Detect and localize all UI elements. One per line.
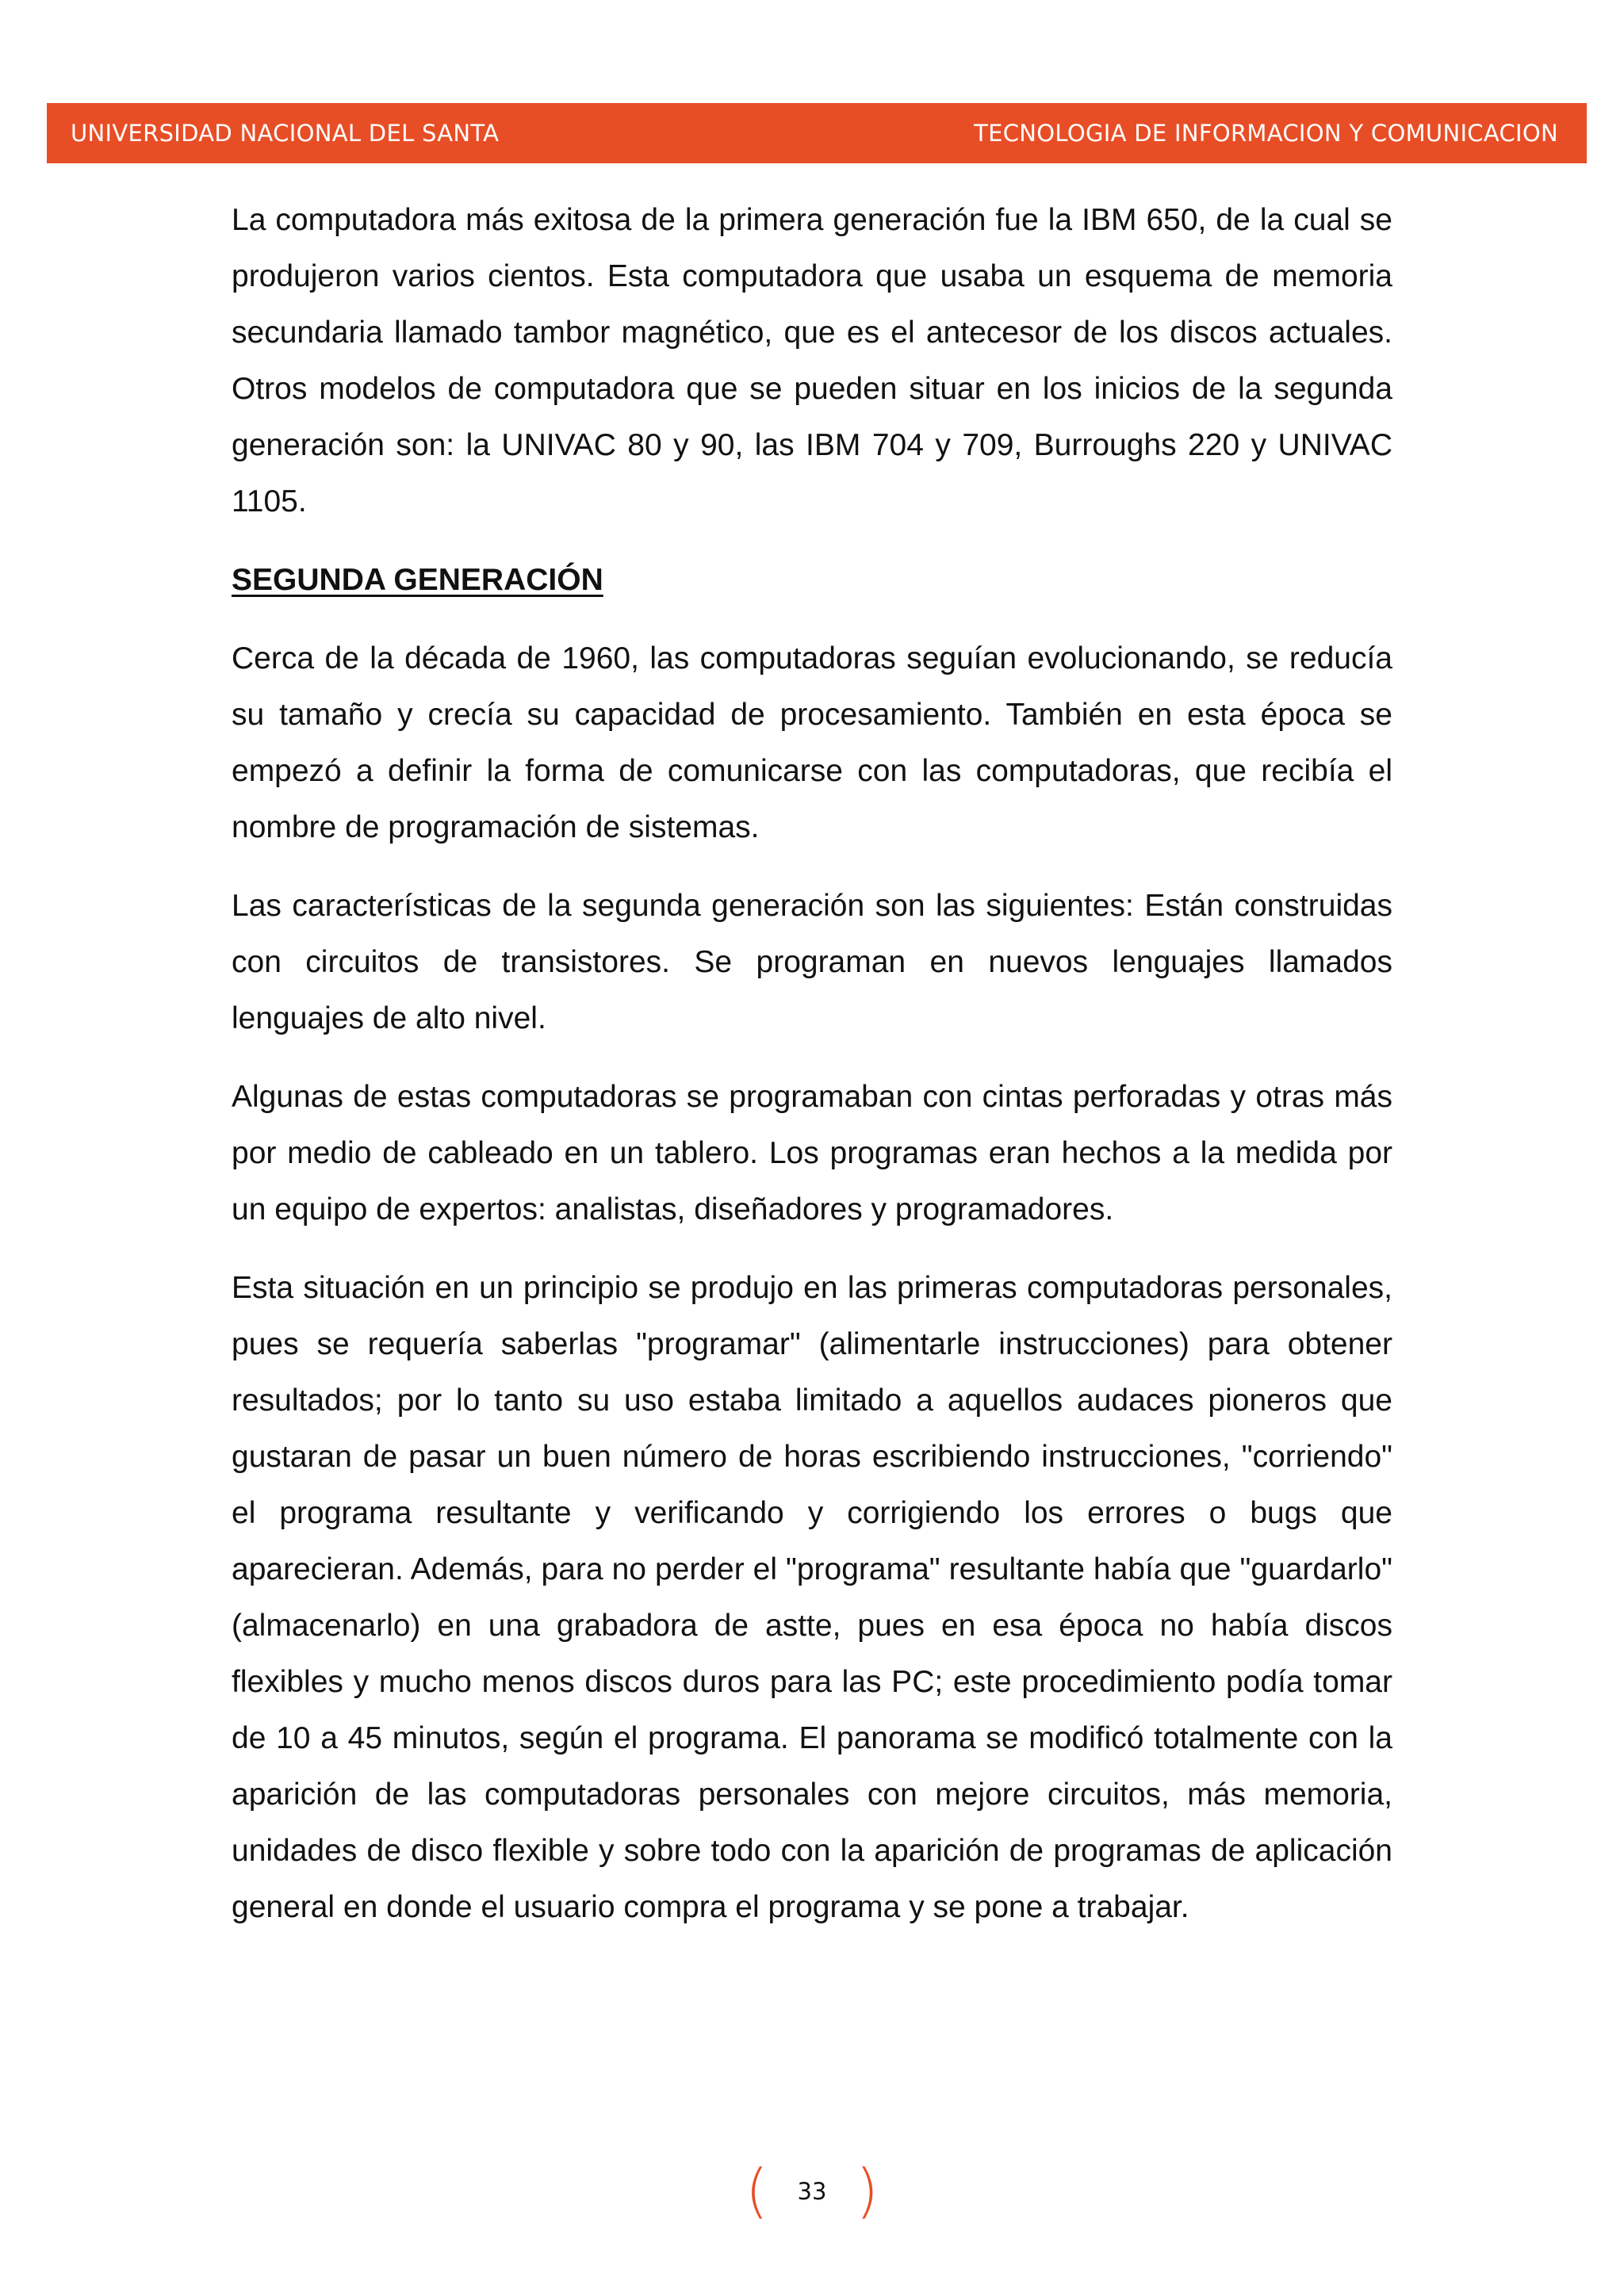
header-bar (47, 103, 1587, 163)
header-course-title: TECNOLOGIA DE INFORMACION Y COMUNICACION (974, 120, 1558, 147)
right-bracket-icon: ) (856, 2157, 879, 2225)
paragraph-ibm-650: La computadora más exitosa de la primera generación fue la IBM 650, de la cual se produjeron varios cientos. Esta computadora que usaba un esquema de memoria secundaria llamado tambor magnético, que es el antecesor de los discos actuales. Otros modelos de computadora que se pueden situar en los inicios de la segunda generación son: la UNIVAC 80 y 90, las IBM 704 y 709, Burroughs 220 y UNIVAC 1105. (232, 203, 1392, 519)
paragraph-computadoras-personales: Esta situación en un principio se produjo en las primeras computadoras personales, pues se requería saberlas "programar" (alimentarle instrucciones) para obtener resultados; por lo tanto su uso estaba limitado a aquellos audaces pioneros que gustaran de pasar un buen número de horas escribiendo instrucciones, "corriendo" el programa resultante y verificando y corrigiendo los errores o bugs que aparecieran. Además, para no perder el "programa" resultante había que "guardarlo" (almacenarlo) en una grabadora de astte, pues en esa época no había discos flexibles y mucho menos discos duros para las PC; este procedimiento podía tomar de 10 a 45 minutos, según el programa. El panorama se modificó totalmente con la aparición de las computadoras personales con mejore circuitos, más memoria, unidades de disco flexible y sobre todo con la aparición de programas de aplicación general en donde el usuario compra el programa y se pone a trabajar. (232, 1271, 1392, 1924)
page-number-value: 33 (797, 2178, 827, 2205)
page-content (232, 192, 1392, 1957)
section-heading: SEGUNDA GENERACIÓN (232, 563, 603, 597)
paragraph-decada-1960: Cerca de la década de 1960, las computadoras seguían evolucionando, se reducía su tamaño y crecía su capacidad de procesamiento. También en esta época se empezó a definir la forma de comunicarse con las computadoras, que recibía el nombre de programación de sistemas. (232, 641, 1392, 844)
paragraph-caracteristicas: Las características de la segunda generación son las siguientes: Están construidas con circuitos de transistores. Se programan en nuevos lenguajes llamados lenguajes de alto nivel. (232, 889, 1392, 1035)
page-number (745, 2157, 879, 2225)
header-university: UNIVERSIDAD NACIONAL DEL SANTA (71, 120, 500, 147)
left-bracket-icon: ( (745, 2157, 768, 2225)
paragraph-programacion: Algunas de estas computadoras se programaban con cintas perforadas y otras más por medio de cableado en un tablero. Los programas eran hechos a la medida por un equipo de expertos: analistas, diseñadores y programadores. (232, 1080, 1392, 1226)
